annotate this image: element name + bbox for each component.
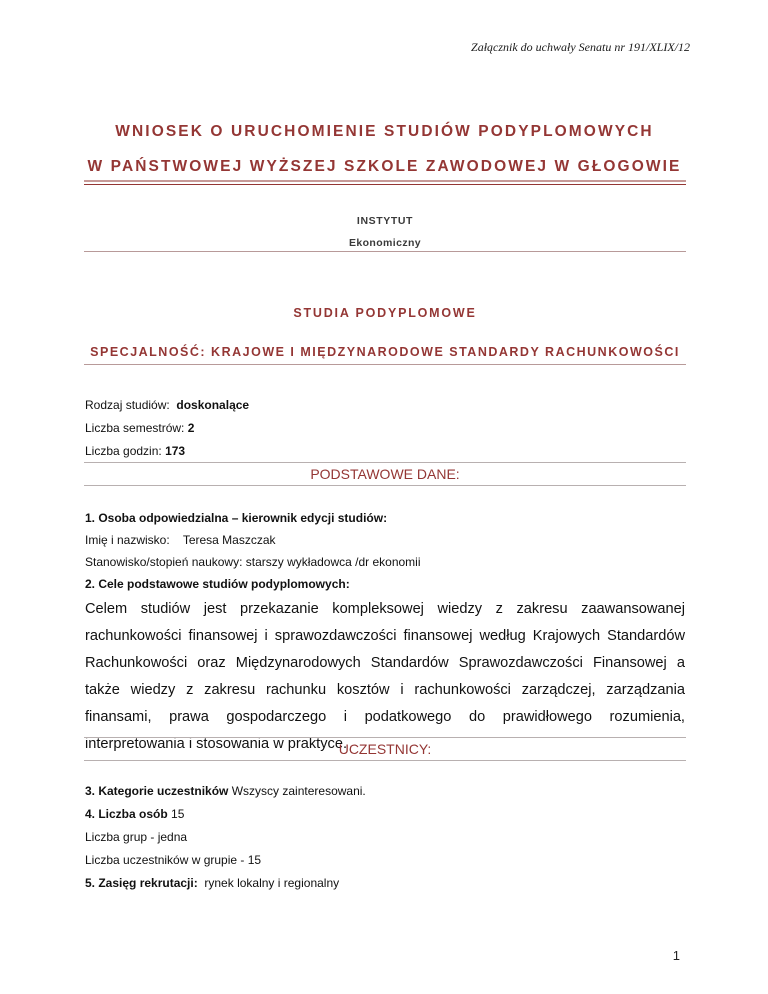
section-basic-heading: PODSTAWOWE DANE: [310, 466, 460, 482]
groups-line: Liczba grup - jedna [85, 830, 188, 844]
item2-heading: 2. Cele podstawowe studiów podyplomowych: [85, 577, 350, 591]
item1-heading-line [85, 511, 387, 525]
study-type-label: Rodzaj studiów: [85, 398, 170, 412]
document-title-line-2: W PAŃSTWOWEJ WYŻSZEJ SZKOLE ZAWODOWEJ W GŁOGOWIE [87, 158, 682, 175]
annex-reference: Załącznik do uchwały Senatu nr 191/XLIX/12 [471, 40, 690, 54]
manager-name-label: Imię i nazwisko: [85, 533, 170, 547]
page-number: 1 [672, 948, 680, 963]
specialty-divider [84, 364, 686, 365]
study-goals-paragraph: Celem studiów jest przekazanie kompleksowej wiedzy z zakresu zaawansowanej rachunkowości finansowej i sprawozdawczości finansowej według Krajowych Standardów Rachunkowości oraz Międzynarodowych Standardów Sprawozdawczości Finansowej a także wiedzy z zakresu rachunku kosztów i rachunkowości zarządczej, zarządzania finansami, prawa gospodarczego i podatkowego do prawidłowego rozumienia, interpretowania i stosowania w praktyce. [85, 601, 685, 752]
hours-label: Liczba godzin: [85, 444, 162, 458]
semesters-label: Liczba semestrów: [85, 421, 185, 435]
item4-label: 4. Liczba osób [85, 807, 168, 821]
section-basic-header [84, 462, 686, 486]
institute-divider [84, 251, 686, 252]
item4-line [85, 807, 184, 821]
item2-heading-line [85, 577, 350, 591]
manager-position-line [85, 555, 421, 569]
per-group-line: Liczba uczestników w grupie - 15 [85, 853, 262, 867]
document-title-line-1: WNIOSEK O URUCHOMIENIE STUDIÓW PODYPLOMOWYCH [115, 123, 654, 140]
item1-heading: 1. Osoba odpowiedzialna – kierownik edycji studiów: [85, 511, 388, 525]
title-rule-light [84, 180, 686, 182]
institute-value: Ekonomiczny [348, 237, 422, 249]
institute-label: INSTYTUT [356, 215, 414, 227]
section-participants-heading: UCZESTNICY: [338, 741, 432, 757]
manager-name-line [85, 533, 276, 547]
hours-value: 173 [165, 444, 186, 458]
semesters-line [85, 421, 194, 435]
item3-value: Wszyscy zainteresowani. [231, 784, 366, 798]
title-rule-dark [84, 184, 686, 185]
specialty-heading: SPECJALNOŚĆ: KRAJOWE I MIĘDZYNARODOWE STANDARDY RACHUNKOWOŚCI [90, 345, 680, 359]
item4-value: 15 [171, 807, 185, 821]
item3-line [85, 784, 366, 798]
manager-position-value: starszy wykładowca /dr ekonomii [245, 555, 421, 569]
studies-heading: STUDIA PODYPLOMOWE [293, 306, 477, 320]
semesters-value: 2 [187, 421, 195, 435]
item5-line [85, 876, 339, 890]
item3-label: 3. Kategorie uczestników [85, 784, 229, 798]
hours-line [85, 444, 185, 458]
item5-label: 5. Zasięg rekrutacji: [85, 876, 198, 890]
section-participants-header [84, 737, 686, 761]
manager-position-label: Stanowisko/stopień naukowy: [85, 555, 243, 569]
item5-value: rynek lokalny i regionalny [204, 876, 340, 890]
manager-name-value: Teresa Maszczak [182, 533, 276, 547]
study-type-value: doskonalące [176, 398, 250, 412]
study-type-line [85, 398, 249, 412]
